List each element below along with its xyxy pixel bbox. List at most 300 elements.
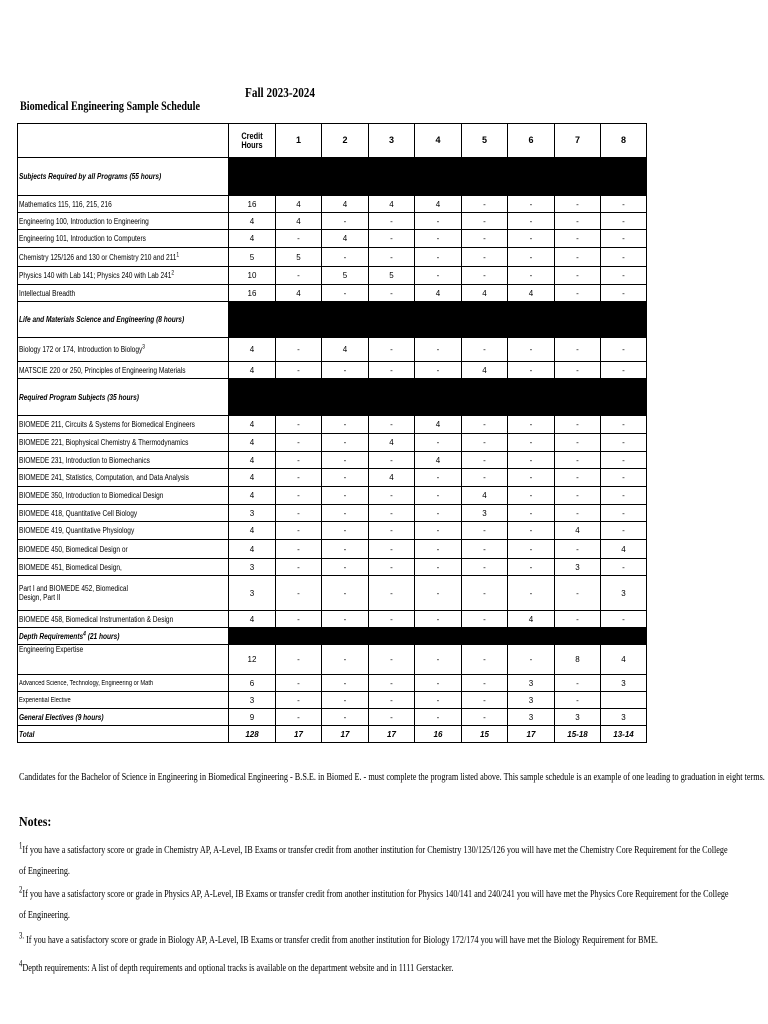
term-cell: - bbox=[415, 540, 462, 559]
credit-hours-cell: 10 bbox=[229, 267, 276, 285]
note-text: If you have a satisfactory score or grade in Chemistry AP, A-Level, IB Exams or transfer credit from another institution for Chemistry 130/125/126 you will have met the Chemistry Core Requirement for the College of Engineering. bbox=[19, 844, 728, 877]
term-cell: - bbox=[369, 645, 415, 675]
term-cell: - bbox=[276, 576, 322, 611]
term-cell: - bbox=[462, 338, 508, 362]
term-cell: - bbox=[601, 559, 647, 576]
course-label: BIOMEDE 241, Statistics, Computation, and Data Analysis bbox=[18, 469, 229, 487]
term-cell: 3 bbox=[601, 709, 647, 726]
credit-hours-cell: 3 bbox=[229, 559, 276, 576]
credit-hours-cell: 4 bbox=[229, 469, 276, 487]
term-cell: 4 bbox=[276, 213, 322, 230]
term-cell: - bbox=[369, 338, 415, 362]
term-cell: 4 bbox=[508, 611, 555, 628]
term-cell: 8 bbox=[555, 645, 601, 675]
term-cell: - bbox=[322, 248, 369, 267]
term-cell: - bbox=[369, 230, 415, 248]
term-cell: - bbox=[601, 611, 647, 628]
term-cell: - bbox=[555, 285, 601, 302]
term-cell: - bbox=[508, 267, 555, 285]
term-cell: - bbox=[276, 611, 322, 628]
term-cell: - bbox=[322, 559, 369, 576]
course-label: BIOMEDE 450, Biomedical Design or bbox=[18, 540, 229, 559]
term-cell: 4 bbox=[601, 645, 647, 675]
term-cell: - bbox=[508, 576, 555, 611]
section-label-text: Subjects Required by all Programs (55 hours) bbox=[19, 172, 162, 181]
term-cell: - bbox=[415, 611, 462, 628]
term-cell: 4 bbox=[369, 196, 415, 213]
term-cell: - bbox=[369, 576, 415, 611]
credit-hours-cell: 4 bbox=[229, 611, 276, 628]
credit-hours-cell: 4 bbox=[229, 487, 276, 505]
table-row bbox=[18, 522, 647, 540]
term-cell: - bbox=[322, 675, 369, 692]
footnote-marker: 4 bbox=[83, 630, 86, 637]
term-cell: - bbox=[555, 611, 601, 628]
notes-heading: Notes: bbox=[19, 815, 52, 830]
term-cell: 4 bbox=[276, 285, 322, 302]
term-cell: - bbox=[601, 487, 647, 505]
course-label: MATSCIE 220 or 250, Principles of Engineering Materials bbox=[18, 362, 229, 379]
column-header: 4 bbox=[415, 124, 462, 158]
credit-hours-cell: 4 bbox=[229, 416, 276, 434]
term-cell: - bbox=[276, 505, 322, 522]
program-caption: Candidates for the Bachelor of Science in Engineering in Biomedical Engineering - B.S.E. in Biomed E. - must complete the program listed above. This sample schedule is an example of one leading to graduation in eight terms. bbox=[19, 771, 765, 783]
term-cell: - bbox=[415, 230, 462, 248]
term-cell: - bbox=[601, 196, 647, 213]
term-cell: - bbox=[415, 559, 462, 576]
term-cell: - bbox=[555, 267, 601, 285]
term-cell: 4 bbox=[322, 230, 369, 248]
term-cell: - bbox=[601, 452, 647, 469]
course-label: Physics 140 with Lab 141; Physics 240 with Lab $241^2$ bbox=[18, 267, 229, 285]
term-cell: - bbox=[462, 559, 508, 576]
term-cell: - bbox=[322, 434, 369, 452]
credit-hours-cell: 4 bbox=[229, 452, 276, 469]
term-cell: 17 bbox=[276, 726, 322, 743]
course-label: Engineering 100, Introduction to Engineering bbox=[18, 213, 229, 230]
course-label: Advanced Science, Technology, Engineering or Math bbox=[18, 675, 229, 692]
term-cell: - bbox=[369, 416, 415, 434]
credit-hours-cell: 6 bbox=[229, 675, 276, 692]
term-cell: 4 bbox=[462, 487, 508, 505]
credit-hours-cell: 4 bbox=[229, 213, 276, 230]
term-cell: - bbox=[555, 213, 601, 230]
table-row bbox=[18, 196, 647, 213]
term-cell: - bbox=[462, 196, 508, 213]
term-cell: - bbox=[462, 434, 508, 452]
table-header-row bbox=[18, 124, 647, 158]
term-cell: - bbox=[508, 248, 555, 267]
term-cell: - bbox=[555, 434, 601, 452]
term-cell: 3 bbox=[462, 505, 508, 522]
term-cell: 5 bbox=[322, 267, 369, 285]
table-row bbox=[18, 559, 647, 576]
term-cell: 17 bbox=[369, 726, 415, 743]
section-row bbox=[18, 379, 647, 416]
term-cell: - bbox=[322, 487, 369, 505]
term-cell: - bbox=[462, 709, 508, 726]
course-label: BIOMEDE 418, Quantitative Cell Biology bbox=[18, 505, 229, 522]
term-cell: - bbox=[508, 416, 555, 434]
term-cell: - bbox=[369, 559, 415, 576]
term-cell: - bbox=[462, 230, 508, 248]
term-cell: - bbox=[369, 248, 415, 267]
term-cell: - bbox=[415, 338, 462, 362]
term-cell: - bbox=[369, 692, 415, 709]
term-cell: - bbox=[369, 611, 415, 628]
course-label: Engineering 101, Introduction to Computers bbox=[18, 230, 229, 248]
term-cell: - bbox=[369, 540, 415, 559]
term-cell: - bbox=[462, 416, 508, 434]
term-cell: 3 bbox=[555, 559, 601, 576]
table-row bbox=[18, 434, 647, 452]
table-row bbox=[18, 213, 647, 230]
term-cell: - bbox=[508, 230, 555, 248]
course-label: BIOMEDE 451, Biomedical Design, bbox=[18, 559, 229, 576]
table-row bbox=[18, 248, 647, 267]
term-cell: - bbox=[415, 692, 462, 709]
term-cell: - bbox=[369, 505, 415, 522]
term-cell: - bbox=[508, 522, 555, 540]
section-row bbox=[18, 158, 647, 196]
term-cell: - bbox=[508, 559, 555, 576]
credit-hours-cell: 4 bbox=[229, 230, 276, 248]
column-header: 1 bbox=[276, 124, 322, 158]
term-cell: - bbox=[601, 267, 647, 285]
term-cell: - bbox=[276, 338, 322, 362]
credit-hours-cell: 3 bbox=[229, 692, 276, 709]
term-cell: - bbox=[462, 540, 508, 559]
term-cell: - bbox=[601, 248, 647, 267]
term-cell: - bbox=[369, 522, 415, 540]
note-text: If you have a satisfactory score or grade in Physics AP, A-Level, IB Exams or transfer credit from another institution for Physics 140/141 and 240/241 you will have met the Physics Core Requirement for the College of Engineering. bbox=[19, 888, 729, 921]
term-cell: - bbox=[322, 416, 369, 434]
term-cell: - bbox=[322, 522, 369, 540]
term-cell: - bbox=[415, 267, 462, 285]
term-cell: - bbox=[462, 248, 508, 267]
note-text: Depth requirements: A list of depth requirements and optional tracks is available on the department website and in 1111 Gerstacker. bbox=[22, 962, 454, 974]
term-cell: - bbox=[555, 487, 601, 505]
section-label-text: Required Program Subjects (35 hours) bbox=[19, 392, 139, 402]
course-label: BIOMEDE 419, Quantitative Physiology bbox=[18, 522, 229, 540]
term-cell: - bbox=[555, 576, 601, 611]
term-cell: - bbox=[555, 338, 601, 362]
term-cell: - bbox=[415, 576, 462, 611]
note-text: If you have a satisfactory score or grade in Biology AP, A-Level, IB Exams or transfer credit from another institution for Biology 172/174 you will have met the Biology Requirement for BME. bbox=[24, 934, 658, 946]
term-cell: - bbox=[369, 709, 415, 726]
credit-hours-cell: 128 bbox=[229, 726, 276, 743]
term-cell: 15-18 bbox=[555, 726, 601, 743]
term-cell: 4 bbox=[369, 469, 415, 487]
term-cell: - bbox=[601, 285, 647, 302]
credit-hours-cell: 3 bbox=[229, 505, 276, 522]
course-label: Mathematics 115, 116, 215, 216 bbox=[18, 196, 229, 213]
column-header: 6 bbox=[508, 124, 555, 158]
term-cell: - bbox=[508, 469, 555, 487]
schedule-table bbox=[17, 123, 647, 743]
term-cell: - bbox=[415, 487, 462, 505]
term-cell: 13-14 bbox=[601, 726, 647, 743]
term-cell: - bbox=[322, 709, 369, 726]
footnote-marker: 1 bbox=[176, 251, 180, 258]
term-cell: - bbox=[508, 434, 555, 452]
term-cell: - bbox=[555, 540, 601, 559]
term-cell: 4 bbox=[508, 285, 555, 302]
term-cell: - bbox=[601, 522, 647, 540]
section-black-band bbox=[229, 158, 647, 196]
term-title: Fall 2023-2024 bbox=[245, 86, 315, 101]
term-cell: 17 bbox=[322, 726, 369, 743]
term-cell: - bbox=[555, 196, 601, 213]
section-label bbox=[18, 628, 229, 645]
term-cell: - bbox=[462, 611, 508, 628]
table-row bbox=[18, 285, 647, 302]
credit-hours-cell: 12 bbox=[229, 645, 276, 675]
term-cell: - bbox=[415, 675, 462, 692]
table-row bbox=[18, 645, 647, 675]
term-cell: 5 bbox=[369, 267, 415, 285]
table-row bbox=[18, 452, 647, 469]
term-cell: - bbox=[462, 522, 508, 540]
term-cell: - bbox=[555, 230, 601, 248]
note-marker: 2 bbox=[19, 884, 23, 895]
term-cell bbox=[601, 692, 647, 709]
section-label bbox=[18, 379, 229, 416]
term-cell: 4 bbox=[555, 522, 601, 540]
term-cell: - bbox=[369, 213, 415, 230]
term-cell: - bbox=[276, 434, 322, 452]
term-cell: - bbox=[508, 213, 555, 230]
term-cell: - bbox=[601, 416, 647, 434]
term-cell: - bbox=[508, 505, 555, 522]
term-cell: - bbox=[276, 267, 322, 285]
term-cell: - bbox=[462, 213, 508, 230]
term-cell: - bbox=[462, 692, 508, 709]
course-label: Engineering Expertise bbox=[18, 645, 229, 675]
term-cell: - bbox=[276, 709, 322, 726]
section-label-text: Depth Requirements$^4$ (21 hours) bbox=[19, 630, 120, 641]
credit-hours-cell: 4 bbox=[229, 338, 276, 362]
term-cell: 4 bbox=[415, 416, 462, 434]
term-cell: 4 bbox=[276, 196, 322, 213]
term-cell: - bbox=[462, 576, 508, 611]
schedule-body bbox=[18, 158, 647, 743]
term-cell: - bbox=[415, 362, 462, 379]
term-cell: - bbox=[601, 469, 647, 487]
term-cell: - bbox=[415, 213, 462, 230]
term-cell: - bbox=[369, 285, 415, 302]
term-cell: - bbox=[369, 362, 415, 379]
term-cell: - bbox=[508, 452, 555, 469]
table-row bbox=[18, 611, 647, 628]
term-cell: 5 bbox=[276, 248, 322, 267]
credit-hours-cell: 4 bbox=[229, 540, 276, 559]
course-label: BIOMEDE 458, Biomedical Instrumentation & Design bbox=[18, 611, 229, 628]
term-cell: - bbox=[601, 434, 647, 452]
column-header: 8 bbox=[601, 124, 647, 158]
term-cell: 4 bbox=[322, 338, 369, 362]
term-cell: - bbox=[601, 362, 647, 379]
term-cell: - bbox=[415, 645, 462, 675]
term-cell: - bbox=[276, 645, 322, 675]
credit-hours-cell: 16 bbox=[229, 285, 276, 302]
term-cell: 4 bbox=[462, 362, 508, 379]
term-cell: - bbox=[555, 362, 601, 379]
term-cell: - bbox=[322, 645, 369, 675]
section-row bbox=[18, 628, 647, 645]
term-cell: 4 bbox=[369, 434, 415, 452]
term-cell: 17 bbox=[508, 726, 555, 743]
note-4 bbox=[19, 958, 734, 979]
table-row bbox=[18, 692, 647, 709]
term-cell: - bbox=[508, 362, 555, 379]
credit-hours-cell: 4 bbox=[229, 522, 276, 540]
term-cell: - bbox=[462, 645, 508, 675]
term-cell: - bbox=[276, 362, 322, 379]
column-header: 5 bbox=[462, 124, 508, 158]
term-cell: - bbox=[462, 452, 508, 469]
column-header: 7 bbox=[555, 124, 601, 158]
note-3 bbox=[19, 930, 734, 951]
table-row bbox=[18, 267, 647, 285]
term-cell: 4 bbox=[415, 196, 462, 213]
term-cell: - bbox=[322, 469, 369, 487]
course-label: Total bbox=[18, 726, 229, 743]
term-cell: - bbox=[276, 230, 322, 248]
term-cell: - bbox=[555, 416, 601, 434]
term-cell: - bbox=[508, 338, 555, 362]
header-blank-cell bbox=[18, 124, 229, 158]
credit-hours-cell: 3 bbox=[229, 576, 276, 611]
total-row bbox=[18, 726, 647, 743]
term-cell: - bbox=[322, 611, 369, 628]
course-label: Intellectual Breadth bbox=[18, 285, 229, 302]
term-cell: 4 bbox=[322, 196, 369, 213]
credit-hours-cell: 9 bbox=[229, 709, 276, 726]
column-header: 3 bbox=[369, 124, 415, 158]
term-cell: - bbox=[369, 675, 415, 692]
table-row bbox=[18, 416, 647, 434]
table-row bbox=[18, 338, 647, 362]
section-black-band bbox=[229, 302, 647, 338]
term-cell: - bbox=[322, 213, 369, 230]
table-row bbox=[18, 469, 647, 487]
course-label: Part I and BIOMEDE 452, Biomedical Design, Part II bbox=[18, 576, 229, 611]
term-cell: 3 bbox=[508, 709, 555, 726]
term-cell: - bbox=[276, 692, 322, 709]
course-label: BIOMEDE 211, Circuits & Systems for Biomedical Engineers bbox=[18, 416, 229, 434]
term-cell: 3 bbox=[601, 576, 647, 611]
term-cell: - bbox=[601, 213, 647, 230]
term-cell: - bbox=[322, 285, 369, 302]
term-cell: 4 bbox=[462, 285, 508, 302]
table-row bbox=[18, 709, 647, 726]
table-row bbox=[18, 505, 647, 522]
credit-hours-cell: 5 bbox=[229, 248, 276, 267]
term-cell: - bbox=[508, 645, 555, 675]
note-marker: 1 bbox=[19, 840, 23, 851]
term-cell: - bbox=[322, 362, 369, 379]
term-cell: - bbox=[369, 487, 415, 505]
term-cell: - bbox=[369, 452, 415, 469]
term-cell: - bbox=[276, 469, 322, 487]
table-row bbox=[18, 675, 647, 692]
term-cell: - bbox=[322, 505, 369, 522]
term-cell: - bbox=[508, 196, 555, 213]
document-title: Biomedical Engineering Sample Schedule bbox=[20, 98, 200, 113]
term-cell: - bbox=[462, 469, 508, 487]
term-cell: - bbox=[555, 452, 601, 469]
term-cell: - bbox=[276, 522, 322, 540]
term-cell: 3 bbox=[508, 692, 555, 709]
term-cell: - bbox=[415, 469, 462, 487]
term-cell: - bbox=[601, 338, 647, 362]
term-cell: - bbox=[276, 540, 322, 559]
table-row bbox=[18, 230, 647, 248]
section-label bbox=[18, 302, 229, 338]
term-cell: - bbox=[508, 540, 555, 559]
term-cell: 4 bbox=[415, 285, 462, 302]
term-cell: - bbox=[555, 675, 601, 692]
note-2 bbox=[19, 884, 734, 926]
term-cell: 3 bbox=[508, 675, 555, 692]
term-cell: - bbox=[555, 692, 601, 709]
term-cell: - bbox=[415, 522, 462, 540]
credit-hours-cell: 16 bbox=[229, 196, 276, 213]
section-label bbox=[18, 158, 229, 196]
course-label: Biology 172 or 174, Introduction to Biology$^3$ bbox=[18, 338, 229, 362]
term-cell: - bbox=[462, 267, 508, 285]
table-row bbox=[18, 487, 647, 505]
term-cell: - bbox=[322, 452, 369, 469]
term-cell: - bbox=[276, 675, 322, 692]
term-cell: - bbox=[415, 434, 462, 452]
term-cell: - bbox=[415, 709, 462, 726]
term-cell: - bbox=[276, 559, 322, 576]
note-marker: 3. bbox=[19, 930, 25, 941]
course-label: BIOMEDE 350, Introduction to Biomedical Design bbox=[18, 487, 229, 505]
term-cell: - bbox=[276, 452, 322, 469]
credit-hours-cell: 4 bbox=[229, 362, 276, 379]
note-1 bbox=[19, 840, 734, 882]
term-cell: - bbox=[601, 230, 647, 248]
column-header: 2 bbox=[322, 124, 369, 158]
course-label: BIOMEDE 231, Introduction to Biomechanics bbox=[18, 452, 229, 469]
note-marker: 4 bbox=[19, 958, 23, 969]
term-cell: 3 bbox=[555, 709, 601, 726]
section-row bbox=[18, 302, 647, 338]
course-label: Chemistry 125/126 and 130 or Chemistry 210 and $211^1$ bbox=[18, 248, 229, 267]
term-cell: 16 bbox=[415, 726, 462, 743]
table-row bbox=[18, 540, 647, 559]
term-cell: 4 bbox=[415, 452, 462, 469]
table-row bbox=[18, 576, 647, 611]
term-cell: - bbox=[276, 416, 322, 434]
term-cell: - bbox=[415, 505, 462, 522]
term-cell: 3 bbox=[601, 675, 647, 692]
term-cell: - bbox=[555, 505, 601, 522]
term-cell: - bbox=[322, 692, 369, 709]
footnote-marker: 3 bbox=[142, 344, 146, 351]
term-cell: - bbox=[555, 469, 601, 487]
course-label: BIOMEDE 221, Biophysical Chemistry & Thermodynamics bbox=[18, 434, 229, 452]
term-cell: 4 bbox=[601, 540, 647, 559]
term-cell: - bbox=[415, 248, 462, 267]
term-cell: - bbox=[322, 540, 369, 559]
term-cell: - bbox=[601, 505, 647, 522]
term-cell: - bbox=[462, 675, 508, 692]
section-black-band bbox=[229, 379, 647, 416]
